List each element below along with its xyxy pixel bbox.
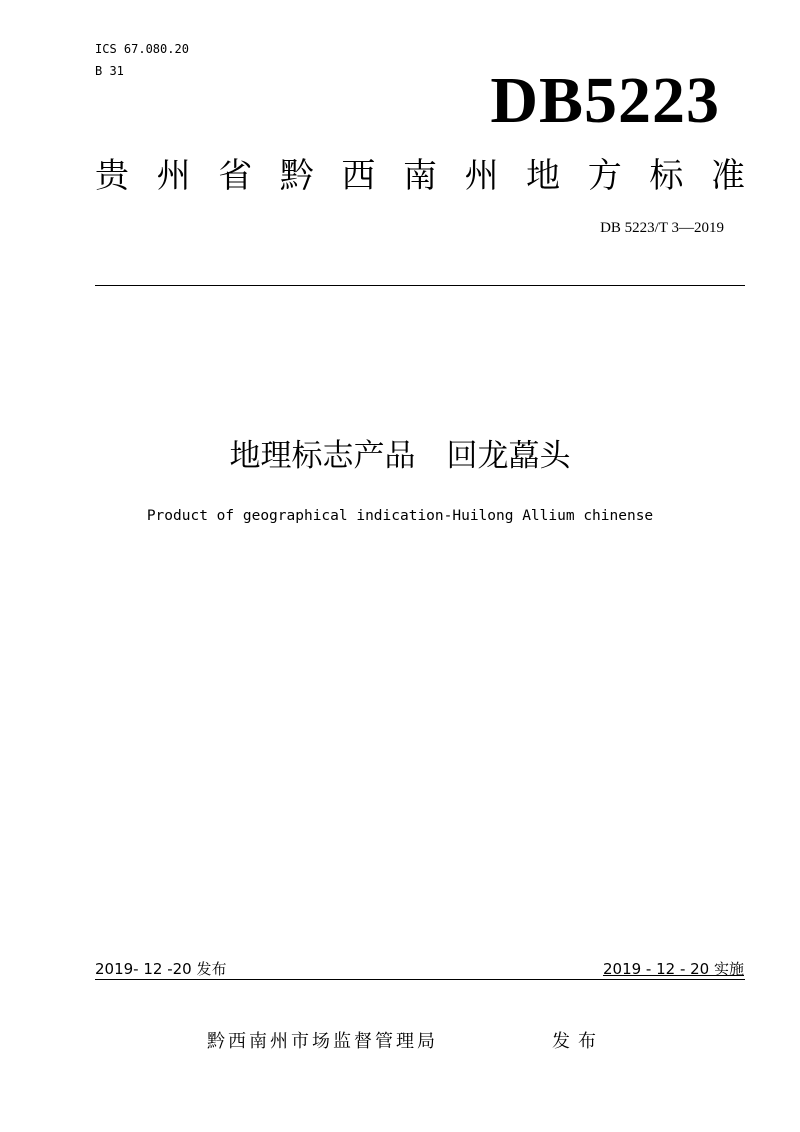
header-divider	[95, 285, 745, 286]
issue-label: 发布	[552, 1031, 604, 1052]
release-date: 2019- 12 -20 发布	[95, 960, 227, 978]
standard-title-char: 南	[402, 156, 437, 196]
standard-title-char: 州	[464, 156, 499, 196]
standard-title-char: 州	[156, 156, 191, 196]
document-title: 地理标志产品 回龙藠头	[229, 438, 571, 474]
issuing-authority: 黔西南州市场监督管理局	[207, 1031, 438, 1052]
standard-title-char: 准	[710, 156, 745, 196]
standard-title-char: 西	[341, 156, 376, 196]
standard-number: DB 5223/T 3—2019	[600, 220, 724, 236]
document-subtitle: Product of geographical indication-Huilong Allium chinense	[146, 508, 654, 524]
standard-title-char: 方	[587, 156, 622, 196]
implementation-date: 2019 - 12 - 20 实施	[602, 960, 744, 978]
footer-divider	[95, 979, 745, 980]
standard-title-char: 地	[526, 156, 561, 196]
standard-title-char: 标	[649, 156, 684, 196]
db-code-heading: DB5223	[490, 64, 720, 137]
ccs-code: B 31	[95, 64, 124, 78]
standard-title-char: 贵	[95, 156, 129, 196]
standard-title	[95, 156, 745, 196]
standard-title-char: 省	[218, 156, 253, 196]
standard-title-char: 黔	[279, 156, 314, 196]
ics-code: ICS 67.080.20	[95, 42, 189, 56]
